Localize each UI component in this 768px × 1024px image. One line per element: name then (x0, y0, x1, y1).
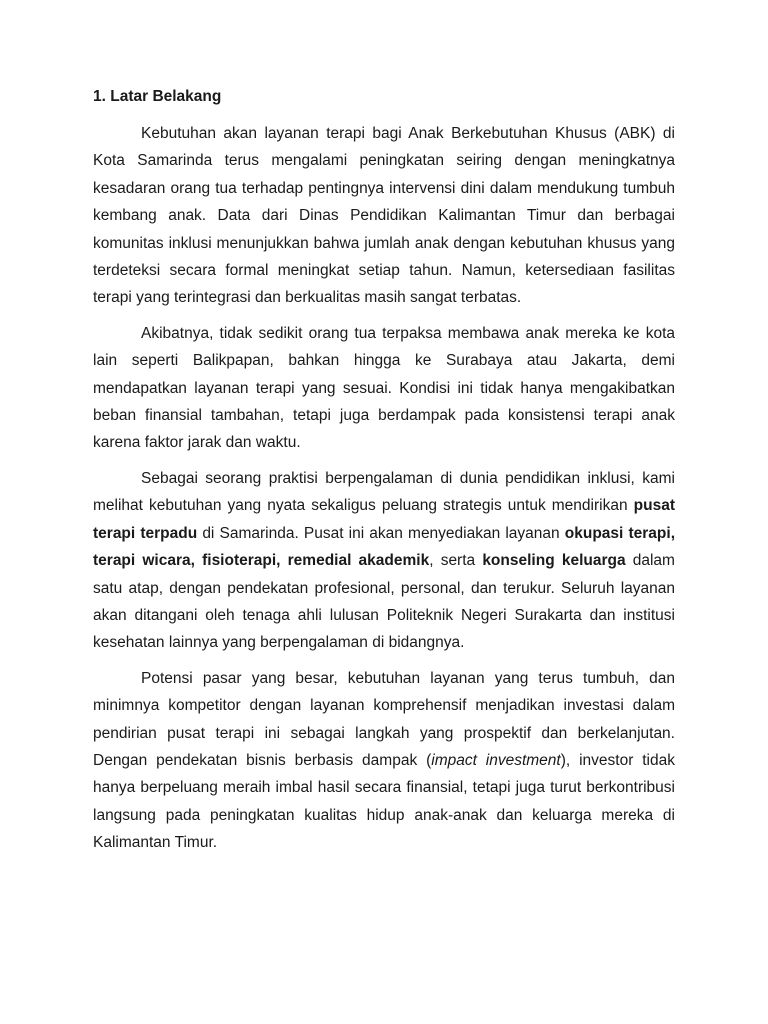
paragraph-3 (93, 465, 675, 657)
paragraph-4-text-1: Potensi pasar yang besar, kebutuhan layanan yang terus tumbuh, dan minimnya kompetitor dengan layanan komprehensif menjadikan investasi dalam pendirian pusat terapi ini sebagai langkah yang prospektif dan berkelanjutan. Dengan pendekatan bisnis berbasis dampak ( (93, 669, 675, 769)
paragraph-3-text-3: , serta (429, 552, 483, 570)
paragraph-3-text-2: di Samarinda. Pusat ini akan menyediakan layanan (197, 524, 565, 542)
section-heading: 1. Latar Belakang (93, 88, 222, 105)
paragraph-3-bold-3: konseling keluarga (482, 552, 626, 570)
paragraph-2: Akibatnya, tidak sedikit orang tua terpaksa membawa anak mereka ke kota lain seperti Balikpapan, bahkan hingga ke Surabaya atau Jakarta, demi mendapatkan layanan terapi yang sesuai. Kondisi ini tidak hanya mengakibatkan beban finansial tambahan, tetapi juga berdampak pada konsistensi terapi anak karena faktor jarak dan waktu. (93, 324, 675, 452)
paragraph-4 (93, 665, 675, 857)
paragraph-3-text-1: Sebagai seorang praktisi berpengalaman di dunia pendidikan inklusi, kami melihat kebutuhan yang nyata sekaligus peluang strategis untuk mendirikan (93, 469, 675, 515)
paragraph-3-bold-1: pusat terapi terpadu (93, 497, 675, 542)
paragraph-3-text-4: dalam satu atap, dengan pendekatan profesional, personal, dan terukur. Seluruh layanan akan ditangani oleh tenaga ahli lulusan Politeknik Negeri Surakarta dan institusi kesehatan lainnya yang berpengalaman di bidangnya. (93, 552, 675, 652)
document-page (93, 86, 675, 865)
paragraph-1: Kebutuhan akan layanan terapi bagi Anak Berkebutuhan Khusus (ABK) di Kota Samarinda terus mengalami peningkatan seiring dengan meningkatnya kesadaran orang tua terhadap pentingnya intervensi dini dalam mendukung tumbuh kembang anak. Data dari Dinas Pendidikan Kalimantan Timur dan berbagai komunitas inklusi menunjukkan bahwa jumlah anak dengan kebutuhan khusus yang terdeteksi secara formal meningkat setiap tahun. Namun, ketersediaan fasilitas terapi yang terintegrasi dan berkualitas masih sangat terbatas. (93, 125, 675, 307)
paragraph-4-italic-1: impact investment (431, 751, 561, 769)
paragraph-4-text-2: ), investor tidak hanya berpeluang meraih imbal hasil secara finansial, tetapi juga turut berkontribusi langsung pada peningkatan kualitas hidup anak-anak dan keluarga mereka di Kalimantan Timur. (93, 751, 675, 852)
paragraph-3-bold-2: okupasi terapi, terapi wicara, fisioterapi, remedial akademik (93, 524, 675, 570)
